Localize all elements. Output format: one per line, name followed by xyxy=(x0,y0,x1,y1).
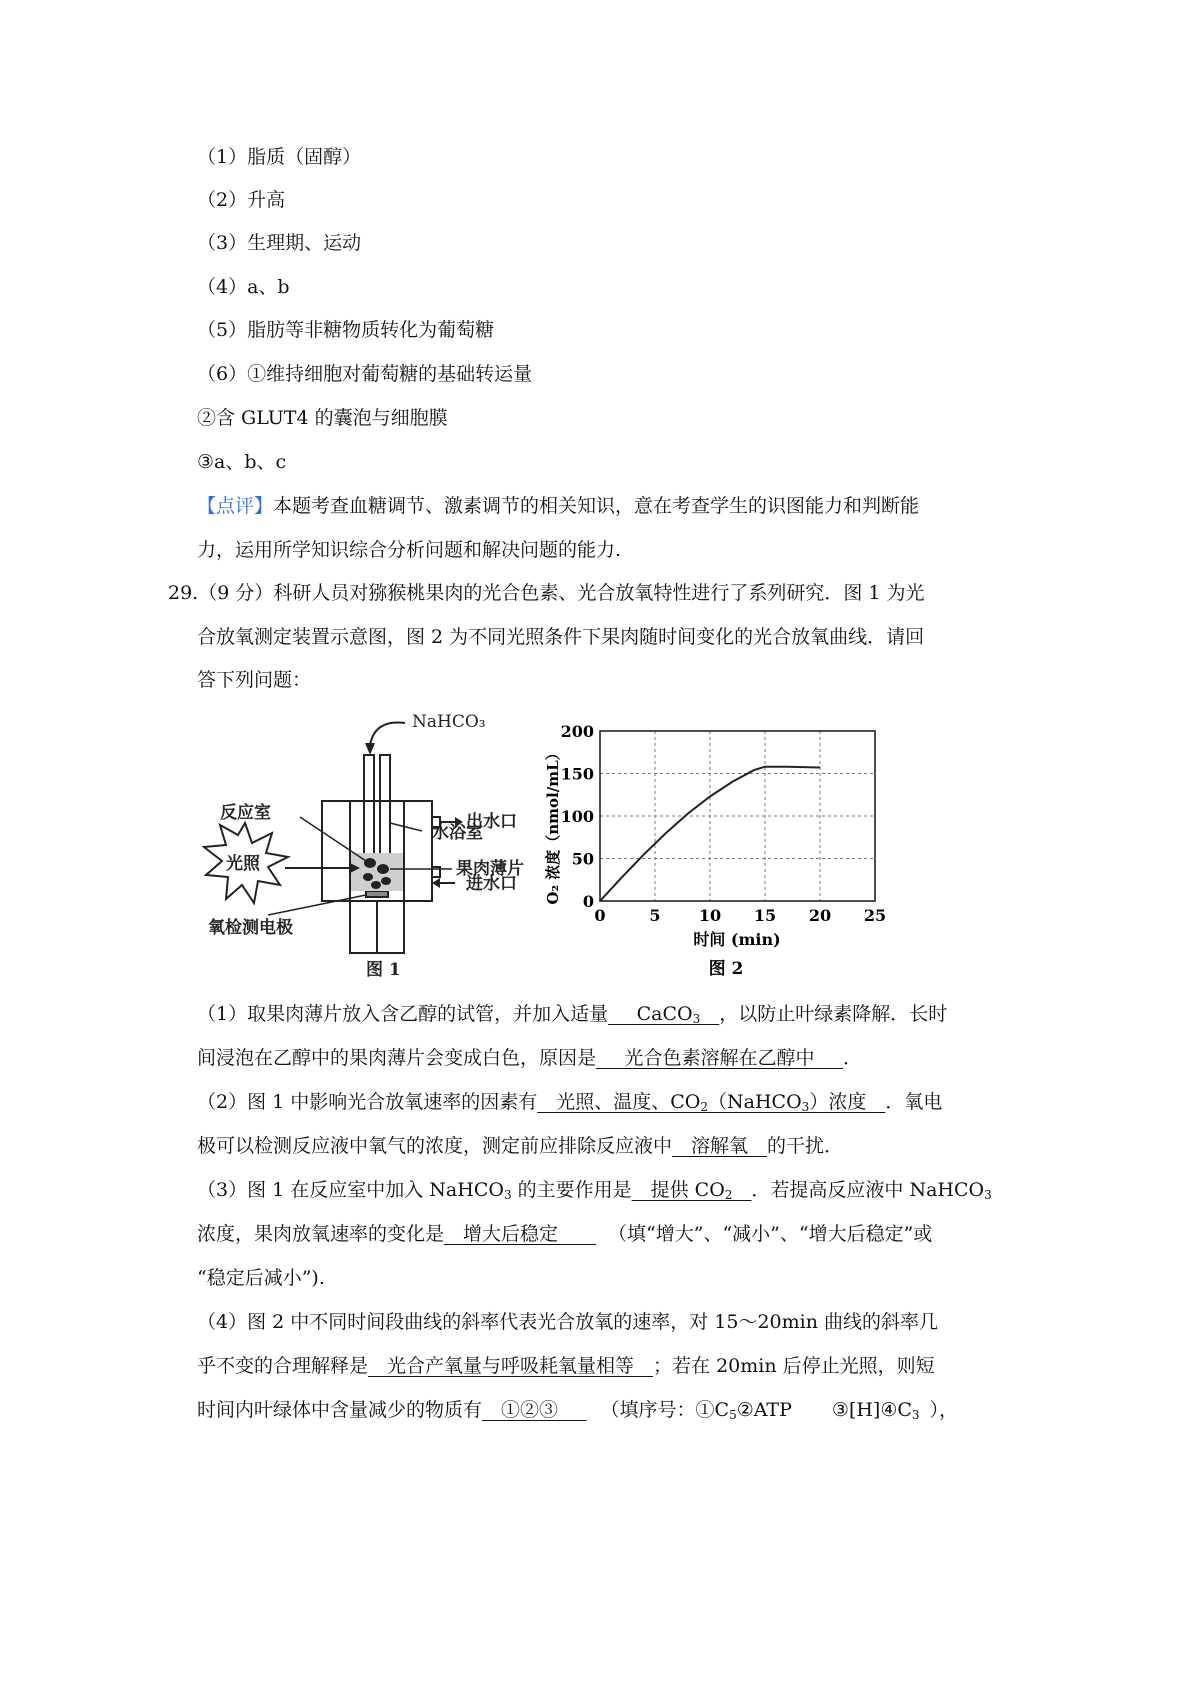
x-tick-label: 25 xyxy=(863,906,887,925)
q3-text-3: ．若提高反应液中 NaHCO xyxy=(751,1179,985,1201)
y-tick-label: 0 xyxy=(582,892,594,911)
q4-text-6: ②ATP xyxy=(736,1399,792,1421)
question-line-1: 29.（9 分）科研人员对猕猴桃果肉的光合色素、光合放氧特性进行了系列研究．图 1 为光 xyxy=(168,582,925,604)
answer-2: （2）升高 xyxy=(197,189,286,211)
pulp-slice-label: 果肉薄片 xyxy=(456,859,524,879)
y-axis-label: O₂ 浓度（nmol/mL） xyxy=(544,745,562,905)
answer-6c: ③a、b、c xyxy=(197,451,287,473)
q2-line-2 xyxy=(197,1134,843,1158)
q4-line-1: （4）图 2 中不同时间段曲线的斜率代表光合放氧的速率，对 15～20min 曲线的斜率几 xyxy=(197,1311,939,1333)
q2-answer-1: 光照、温度、$CO_2(NaHCO_3)$浓度 xyxy=(556,1091,867,1114)
figure-1-apparatus xyxy=(190,705,560,985)
answer-1: （1）脂质（固醇） xyxy=(197,146,362,168)
q4-text-2: 乎不变的合理解释是 xyxy=(197,1355,369,1377)
comment-tag: 【点评】 xyxy=(197,495,274,517)
q2-text-3: 极可以检测反应液中氧气的浓度，测定前应排除反应液中 xyxy=(197,1135,673,1157)
q2-line-1 xyxy=(197,1090,942,1114)
figure-1-caption: 图 1 xyxy=(366,960,401,980)
answer-3: （3）生理期、运动 xyxy=(197,232,362,254)
light-label: 光照 xyxy=(226,854,260,874)
q1-line-2 xyxy=(197,1046,862,1070)
q1-text-4: ． xyxy=(843,1047,863,1069)
q4-text-8: ）， xyxy=(929,1399,959,1421)
q2-answer-2: 溶解氧 xyxy=(691,1135,749,1157)
q4-answer-1: 光合产氧量与呼吸耗氧量相等 xyxy=(387,1355,635,1377)
q3-answer-2: 增大后稳定 xyxy=(463,1223,559,1245)
q3-text-2: 的主要作用是 xyxy=(511,1179,632,1201)
q1-answer-2: 光合色素溶解在乙醇中 xyxy=(624,1047,815,1069)
q3-line-2 xyxy=(197,1222,932,1246)
comment-text-1: 本题考查血糖调节、激素调节的相关知识，意在考查学生的识图能力和判断能 xyxy=(273,495,920,517)
x-axis-label: 时间 (min) xyxy=(693,930,781,949)
outlet-label: 出水口 xyxy=(466,812,517,832)
y-tick-label: 50 xyxy=(571,849,594,869)
q3-text-5: （填“增大”、“减小”、“增大后稳定”或 xyxy=(608,1223,933,1245)
x-tick-label: 20 xyxy=(808,906,832,925)
q4-text-3: ；若在 20min 后停止光照，则短 xyxy=(653,1355,935,1377)
q4-text-5: （填序号：①C xyxy=(600,1399,730,1421)
q1-text-2: ，以防止叶绿素降解．长时 xyxy=(719,1003,948,1025)
q4-text-7: ③[H]④C xyxy=(831,1399,912,1421)
x-tick-label: 10 xyxy=(698,906,722,925)
answer-6b: ②含 GLUT4 的囊泡与细胞膜 xyxy=(197,407,448,429)
electrode-label: 氧检测电极 xyxy=(208,918,293,938)
answer-5: （5）脂肪等非糖物质转化为葡萄糖 xyxy=(197,319,495,341)
q2-text-4: 的干扰． xyxy=(767,1135,844,1157)
question-line-2: 合放氧测定装置示意图，图 2 为不同光照条件下果肉随时间变化的光合放氧曲线．请回 xyxy=(197,626,925,648)
comment-line-2: 力，运用所学知识综合分析问题和解决问题的能力. xyxy=(197,539,622,561)
q3-text-4: 浓度，果肉放氧速率的变化是 xyxy=(197,1223,445,1245)
y-tick-label: 100 xyxy=(560,807,594,826)
y-tick-label: 150 xyxy=(560,764,594,784)
comment-line-1 xyxy=(197,494,919,518)
x-tick-label: 0 xyxy=(594,906,606,925)
answer-4: （4）a、b xyxy=(197,276,290,298)
y-tick-label: 200 xyxy=(560,722,594,741)
question-line-3: 答下列问题： xyxy=(197,669,312,691)
answer-6: （6）①维持细胞对葡萄糖的基础转运量 xyxy=(197,363,533,385)
q3-line-3: “稳定后减小”). xyxy=(197,1267,325,1289)
q1-text: （1）取果肉薄片放入含乙醇的试管，并加入适量 xyxy=(197,1003,609,1025)
water-bath-label: 水浴室 xyxy=(432,823,483,843)
q1-text-3: 间浸泡在乙醇中的果肉薄片会变成白色，原因是 xyxy=(197,1047,597,1069)
q3-line-1: （3）图 1 在反应室中加入 NaHCO$_3$ 的主要作用是 提供 $CO_2$ ．若提高反应液中 NaHCO$_3$ xyxy=(197,1179,992,1202)
figure-2-caption: 图 2 xyxy=(708,959,744,979)
q3-answer-1: 提供 $CO_2$ xyxy=(650,1179,733,1202)
nahco3-label: NaHCO₃ xyxy=(412,712,486,732)
q4-answer-2: ①②③ xyxy=(501,1399,559,1421)
inlet-label: 进水口 xyxy=(466,874,517,894)
x-tick-label: 5 xyxy=(649,906,661,925)
q1-answer-1: CaCO$_3$ xyxy=(636,1003,701,1026)
q1-line-1 xyxy=(197,1002,947,1026)
q3-text: （3）图 1 在反应室中加入 NaHCO xyxy=(197,1179,504,1201)
q2-text-2: ．氧电 xyxy=(885,1091,943,1113)
q4-line-3: 时间内叶绿体中含量减少的物质有 ①②③ （填序号：$①C_5②ATP$ $③[H]④C_3$ ）， xyxy=(197,1399,959,1422)
q2-text: （2）图 1 中影响光合放氧速率的因素有 xyxy=(197,1091,538,1113)
figure-2-chart xyxy=(530,715,890,985)
reaction-chamber-label: 反应室 xyxy=(220,803,271,823)
x-tick-label: 15 xyxy=(753,906,777,925)
q4-line-2 xyxy=(197,1354,935,1378)
q4-text-4: 时间内叶绿体中含量减少的物质有 xyxy=(197,1399,483,1421)
